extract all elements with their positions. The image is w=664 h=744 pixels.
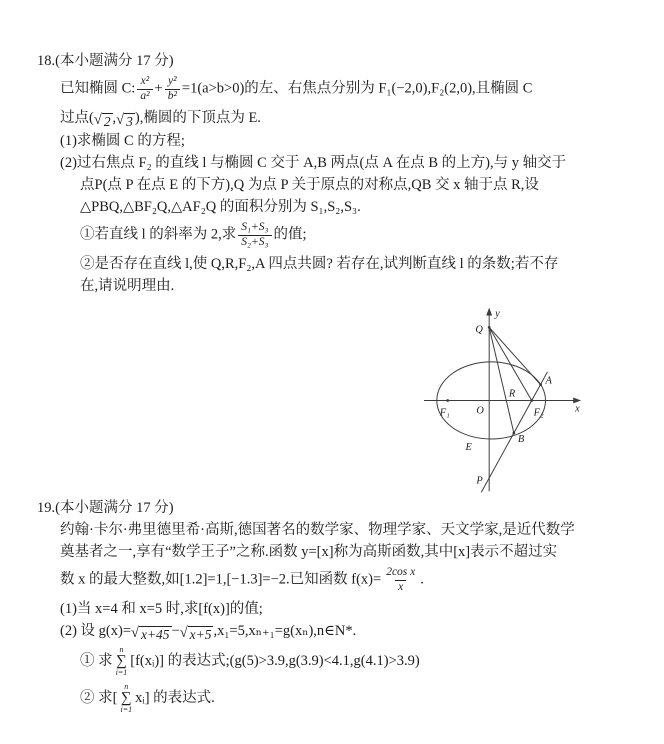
p19-sub2-post: xᵢ] 的表达式.	[135, 690, 215, 707]
problem-19-body	[60, 519, 634, 717]
label-A: A	[545, 375, 552, 387]
p18-pass-post: ),椭圆的下顶点为 E.	[134, 109, 261, 126]
fraction-numerator: 2cos x	[386, 566, 416, 579]
p18-q1: (1)求椭圆 C 的方程;	[60, 133, 185, 150]
label-E: E	[465, 441, 472, 453]
p19-sub1-line	[80, 643, 634, 680]
p18-sub1-post: 的值;	[273, 227, 307, 244]
p18-sub1-line	[80, 218, 634, 253]
problem-18-score: (本小题满分 17 分)	[55, 53, 174, 69]
radical-sign: √	[93, 111, 102, 128]
label-y-axis: y	[495, 308, 500, 320]
problem-18-number: 18.	[37, 53, 56, 69]
point-A	[539, 383, 542, 386]
fraction-x2-a2	[137, 75, 152, 104]
p19-intro-line3	[60, 563, 634, 598]
fraction-denominator: x	[395, 580, 406, 595]
comma: ,	[112, 109, 117, 126]
label-O: O	[476, 405, 484, 417]
segment-QA	[489, 327, 540, 384]
p19-sub2-pre: ② 求[	[80, 690, 118, 707]
label-F2: F₂	[533, 407, 544, 419]
p18-sub2-line1: ②是否存在直线 l,使 Q,R,F₂,A 四点共圆? 若存在,试判断直线 l 的条数;若不存	[80, 256, 559, 273]
fraction-denominator: b²	[165, 89, 180, 104]
problem-18-body	[60, 72, 634, 297]
p18-point-line	[60, 107, 634, 131]
p18-given-post: =1(a>b>0)的左、右焦点分别为 F₁(−2,0),F₂(2,0),且椭圆 C	[181, 80, 533, 97]
sigma-symbol: ∑	[120, 690, 132, 707]
fraction-denominator: S₂+S₃	[238, 235, 271, 250]
label-x-axis: x	[575, 403, 580, 415]
fraction-s1s3-s2s3	[238, 221, 271, 250]
point-F1	[446, 399, 449, 402]
sum-lower-limit: i=1	[120, 705, 133, 715]
sqrt-3	[116, 113, 135, 131]
p19-intro3-pre: 数 x 的最大整数,如[1.2]=1,[−1.3]=−2.已知函数 f(x)=	[60, 571, 382, 588]
p19-q2-line	[60, 620, 634, 644]
problem-19-header	[37, 497, 634, 519]
fraction-denominator: a²	[137, 89, 152, 104]
radical-sign: √	[116, 111, 125, 128]
segment-QB	[489, 327, 514, 433]
label-P: P	[476, 475, 483, 487]
sqrt-2	[94, 113, 113, 131]
label-F1: F₁	[439, 407, 450, 419]
problem-19-number: 19.	[37, 500, 56, 517]
label-Q: Q	[475, 324, 483, 336]
sum-lower-limit: i=1	[115, 668, 128, 678]
p19-q2-post: ,x₁=5,xₙ₊₁=g(xₙ),n∈N*.	[213, 622, 357, 639]
fraction-y2-b2	[165, 75, 180, 104]
problem-19-score: (本小题满分 17 分)	[55, 500, 174, 517]
p19-intro-line1: 约翰·卡尔·弗里德里希·高斯,德国著名的数学家、物理学家、天文学家,是近代数学	[60, 522, 575, 539]
p18-pass-pre: 过点(	[60, 109, 94, 126]
p18-given-pre: 已知椭圆 C:	[60, 80, 136, 97]
point-F2	[530, 399, 533, 402]
sqrt-x-plus-5	[180, 626, 214, 644]
point-Q	[488, 326, 491, 329]
sqrt-x-plus-45	[131, 626, 172, 644]
p19-q1: (1)当 x=4 和 x=5 时,求[f(x)]的值;	[60, 600, 263, 617]
sum-upper-limit: n	[124, 682, 129, 692]
p19-sub1-post: [f(xᵢ)] 的表达式;(g(5)>3.9,g(3.9)<4.1,g(4.1)>3.9)	[130, 653, 420, 670]
p19-intro3-post: .	[420, 571, 424, 588]
sum-upper-limit: n	[119, 645, 124, 655]
radicand: x+45	[140, 626, 170, 642]
p18-sub1-pre: ①若直线 l 的斜率为 2,求	[80, 227, 237, 244]
p18-q2-line1: (2)过右焦点 F₂ 的直线 l 与椭圆 C 交于 A,B 两点(点 A 在点 B 的上方),与 y 轴交于	[60, 155, 567, 172]
minus-sign: −	[171, 622, 180, 639]
fraction-2cosx-x	[383, 566, 418, 595]
fraction-numerator: x²	[140, 75, 150, 87]
label-R: R	[508, 388, 516, 400]
radicand: 3	[126, 113, 133, 129]
radicand: x+5	[189, 626, 212, 642]
figure-18	[37, 301, 588, 495]
p19-intro-line2: 奠基者之一,享有“数学王子”之称.函数 y=[x]称为高斯函数,其中[x]表示不超过实	[60, 544, 558, 561]
ellipse-figure	[420, 301, 588, 495]
p19-sub1-pre: ① 求	[80, 653, 113, 670]
radicand: 2	[103, 113, 111, 129]
problem-19	[37, 497, 634, 717]
fraction-numerator: y²	[168, 75, 177, 87]
p18-q2-line2: 点P(点 P 在点 E 的下方),Q 为点 P 关于原点的对称点,QB 交 x 轴于点 R,设	[80, 177, 539, 194]
summation	[120, 683, 132, 714]
radical-sign: √	[131, 624, 139, 641]
summation	[116, 646, 128, 677]
label-B: B	[517, 434, 525, 446]
p19-q2-pre: (2) 设 g(x)=	[60, 622, 131, 639]
point-B	[512, 432, 515, 435]
p18-given-line	[60, 72, 634, 107]
radical-sign: √	[179, 624, 188, 641]
p18-sub2-line2: 在,请说明理由.	[80, 278, 175, 295]
p18-q2-line3: △PBQ,△BF₂Q,△AF₂Q 的面积分别为 S₁,S₂,S₃.	[80, 199, 361, 216]
sigma-symbol: ∑	[116, 653, 127, 670]
p19-sub2-line	[80, 680, 634, 717]
problem-18	[37, 50, 634, 297]
fraction-numerator: S₁+S₃	[241, 221, 269, 234]
plus-sign: +	[154, 80, 163, 97]
y-axis-arrow	[486, 308, 492, 316]
problem-18-header	[37, 50, 634, 72]
